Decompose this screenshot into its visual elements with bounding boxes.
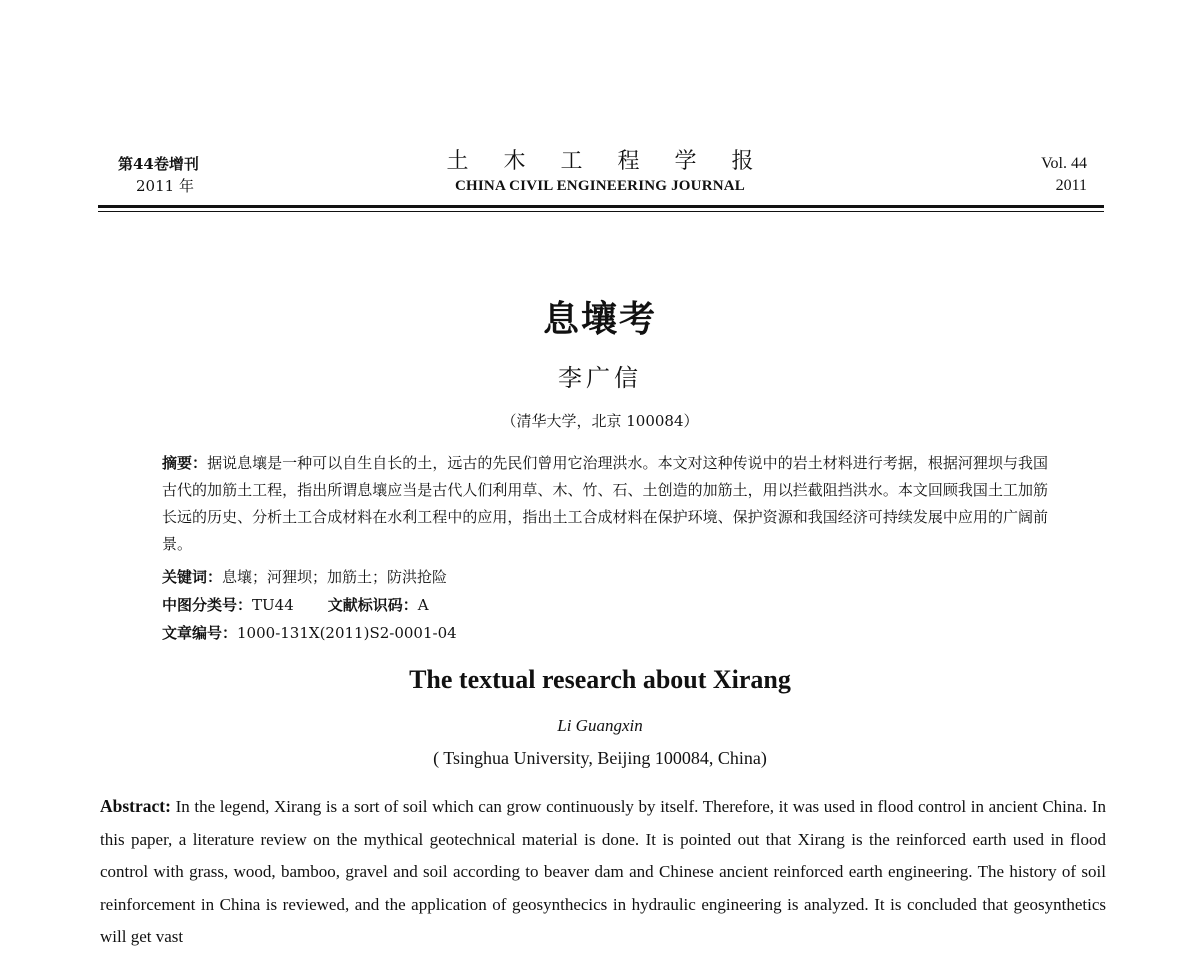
paper-title-en: The textual research about Xirang [409, 665, 791, 694]
clc-value: TU44 [252, 596, 294, 614]
abstract-en-text: In the legend, Xirang is a sort of soil which can grow continuously by itself. Therefore, it was used in flood control in ancient China. In this paper, a literature review on the mythical geotechnical material is done. It is pointed out that Xirang is the reinforced earth used in flood control with grass, wood, bamboo, gravel and soil according to beaver dam and Chinese ancient reinforced earth engineering. The history of soil reinforcement in China is reviewed, and the application of geosynthecics in hydraulic engineering is analyzed. It is concluded that geosynthetics will get vast [100, 797, 1106, 946]
journal-name-en: CHINA CIVIL ENGINEERING JOURNAL [455, 178, 745, 194]
clc-label: 中图分类号： [162, 596, 253, 614]
doc-code-value: A [417, 596, 429, 614]
issue-info [118, 153, 238, 197]
volume-info [1000, 153, 1087, 197]
keywords-cn [162, 565, 447, 589]
author-en: Li Guangxin [557, 716, 643, 735]
journal-name-cn: 土 木 工 程 学 报 [446, 149, 768, 174]
affiliation-cn: （清华大学，北京 100084） [501, 412, 699, 430]
author-cn: 李广信 [558, 364, 642, 392]
abstract-cn-label: 摘要： [162, 454, 208, 472]
abstract-cn-text: 据说息壤是一种可以自生自长的土，远古的先民们曾用它治理洪水。本文对这种传说中的岩土材料进行考据，根据河狸坝与我国古代的加筋土工程，指出所谓息壤应当是古代人们利用草、木、竹、石、土创造的加筋土，用以拦截阻挡洪水。本文回顾我国土工加筋长远的历史、分析土工合成材料在水利工程中的应用，指出土工合成材料在保护环境、保护资源和我国经济可持续发展中应用的广阔前景。 [162, 454, 1048, 553]
abstract-en-label: Abstract: [100, 796, 171, 816]
article-number-label: 文章编号： [162, 624, 238, 642]
keywords-cn-label: 关键词： [162, 568, 223, 586]
abstract-cn [162, 450, 1048, 558]
affiliation-en: ( Tsinghua University, Beijing 100084, China) [433, 748, 767, 768]
volume-number: Vol. 44 [1041, 155, 1087, 172]
header-rule-thick [98, 205, 1104, 208]
header-rule-thin [98, 211, 1104, 212]
doc-code-label: 文献标识码： [327, 596, 418, 614]
keywords-cn-text: 息壤；河狸坝；加筋土；防洪抢险 [222, 568, 448, 586]
volume-year: 2011 [1055, 177, 1087, 194]
classification-line [162, 593, 429, 617]
journal-header [380, 148, 820, 196]
article-number-value: 1000-131X(2011)S2-0001-04 [237, 624, 457, 642]
issue-year: 2011 年 [136, 177, 194, 195]
abstract-en [100, 790, 1106, 954]
paper-title-cn: 息壤考 [542, 298, 657, 340]
issue-volume: 第44卷增刊 [118, 155, 199, 173]
article-number [162, 621, 457, 645]
